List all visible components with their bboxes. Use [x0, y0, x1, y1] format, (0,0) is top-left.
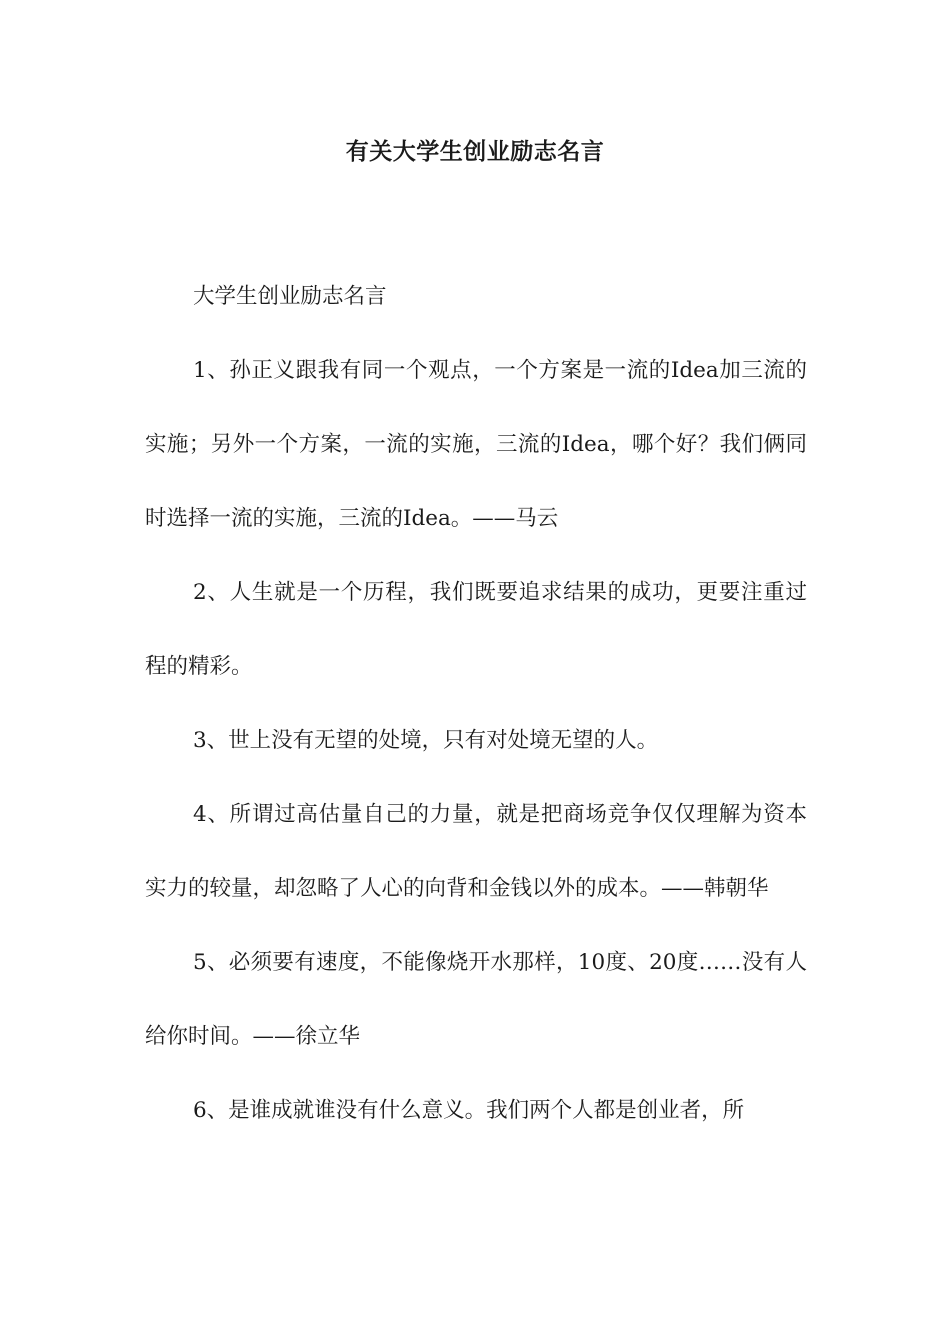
- quote-paragraph-6: 6、是谁成就谁没有什么意义。我们两个人都是创业者，所: [193, 1098, 745, 1123]
- quote-paragraph-2: 2、人生就是一个历程，我们既要追求结果的成功，更要注重过程的精彩。: [145, 580, 807, 679]
- quote-paragraph-4: 4、所谓过高估量自己的力量，就是把商场竞争仅仅理解为资本实力的较量，却忽略了人心的向背和金钱以外的成本。——韩朝华: [145, 802, 807, 901]
- quote-paragraph-5: 5、必须要有速度，不能像烧开水那样，10度、20度……没有人给你时间。——徐立华: [145, 950, 807, 1049]
- quote-paragraph-3: 3、世上没有无望的处境，只有对处境无望的人。: [193, 728, 659, 753]
- document-body: [145, 260, 807, 1148]
- document-title: 有关大学生创业励志名言: [345, 138, 605, 165]
- quote-paragraph-1: 1、孙正义跟我有同一个观点，一个方案是一流的Idea加三流的实施；另外一个方案，一流的实施，三流的Idea，哪个好？我们俩同时选择一流的实施，三流的Idea。——马云: [145, 358, 807, 531]
- section-heading: 大学生创业励志名言: [193, 284, 387, 309]
